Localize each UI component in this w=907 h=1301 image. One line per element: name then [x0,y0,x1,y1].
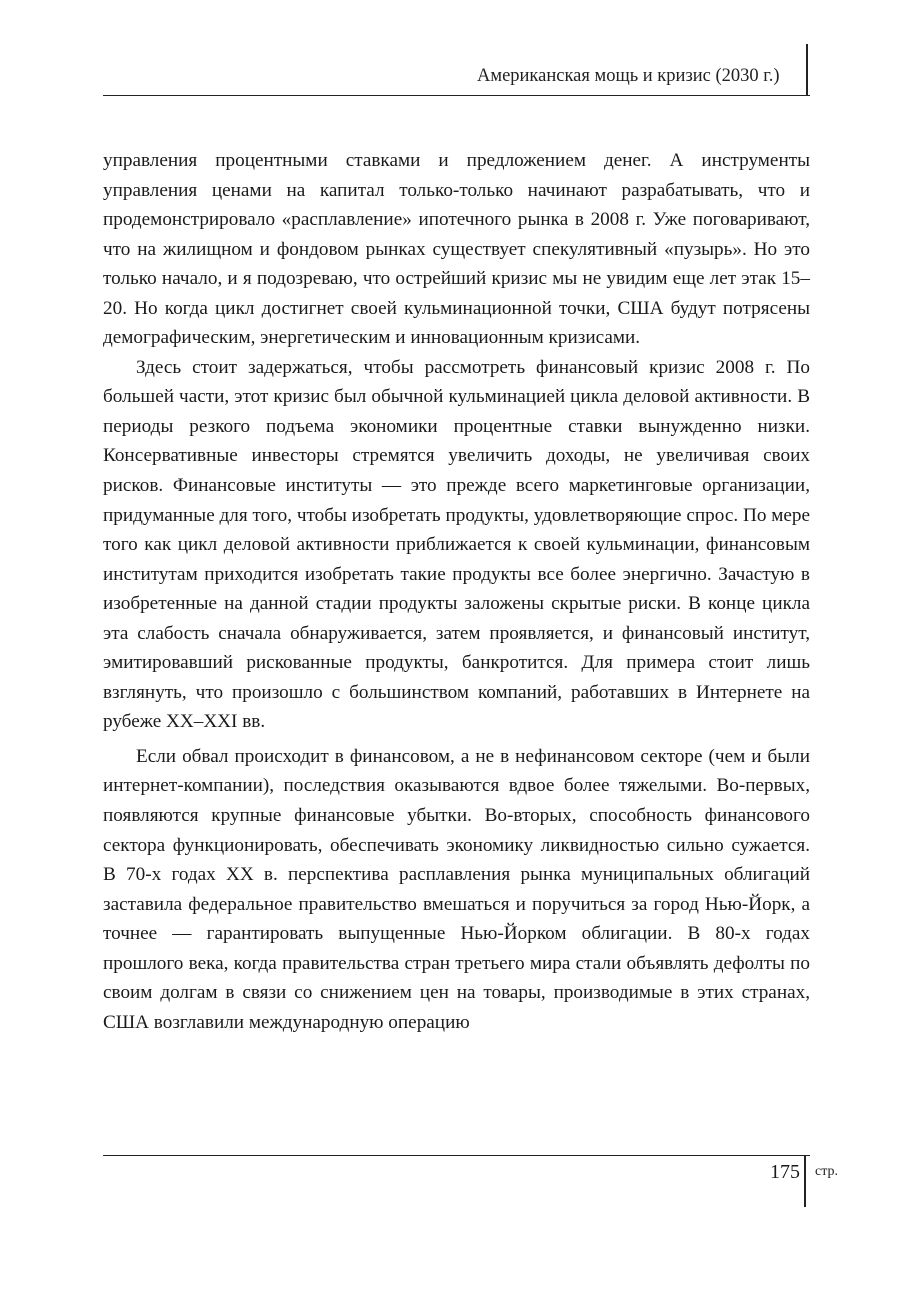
running-header: Американская мощь и кризис (2030 г.) [477,66,780,86]
header-vertical-rule [806,44,808,96]
page-suffix: стр. [815,1164,839,1179]
footer-vertical-rule [804,1155,806,1207]
paragraph-continuation: управления процентными ставками и предложением денег. А инструменты управления ценами на капитал только-только начинают разрабатывать, что и продемонстрировало «расплавление» ипотечного рынка в 2008 г. Уже поговаривают, что на жилищном и фондовом рынках существует спекулятивный «пузырь». Но это только начало, и я подозреваю, что острейший кризис мы не увидим еще лет этак 15–20. Но когда цикл достигнет своей кульминационной точки, США будут потрясены демографическим, энергетическим и инновационным кризисами. [103,150,810,349]
footer-rule [103,1155,810,1156]
page-number: 175 [770,1161,800,1183]
header-rule [103,95,810,96]
paragraph: Здесь стоит задержаться, чтобы рассмотреть финансовый кризис 2008 г. По большей части, этот кризис был обычной кульминацией цикла деловой активности. В периоды резкого подъема экономики процентные ставки вынужденно низки. Консервативные инвесторы стремятся увеличить доходы, не увеличивая своих рисков. Финансовые институты — это прежде всего маркетинговые организации, придуманные для того, чтобы изобретать продукты, удовлетворяющие спрос. По мере того как цикл деловой активности приближается к своей кульминации, финансовым институтам приходится изобретать такие продукты все более энергично. Зачастую в изобретенные на данной стадии продукты заложены скрытые риски. В конце цикла эта слабость сначала обнаруживается, затем проявляется, и финансовый институт, эмитировавший рискованные продукты, банкротится. Для примера стоит лишь взглянуть, что произошло с большинством компаний, работавших в Интернете на рубеже XX–XXI вв. [103,356,810,733]
paragraph: Если обвал происходит в финансовом, а не в нефинансовом секторе (чем и были интернет-компании), последствия оказываются вдвое более тяжелыми. Во-первых, появляются крупные финансовые убытки. Во-вторых, способность финансового сектора функционировать, обеспечивать экономику ликвидностью сильно сужается. В 70-х годах XX в. перспектива расплавления рынка муниципальных облигаций заставила федеральное правительство вмешаться и поручиться за город Нью-Йорк, а точнее — гарантировать выпущенные Нью-Йорком облигации. В 80-х годах прошлого века, когда правительства стран третьего мира стали объявлять дефолты по своим долгам в связи со снижением цен на товары, производимые в этих странах, США возглавили международную операцию [103,745,810,1033]
body-text [103,146,810,1037]
